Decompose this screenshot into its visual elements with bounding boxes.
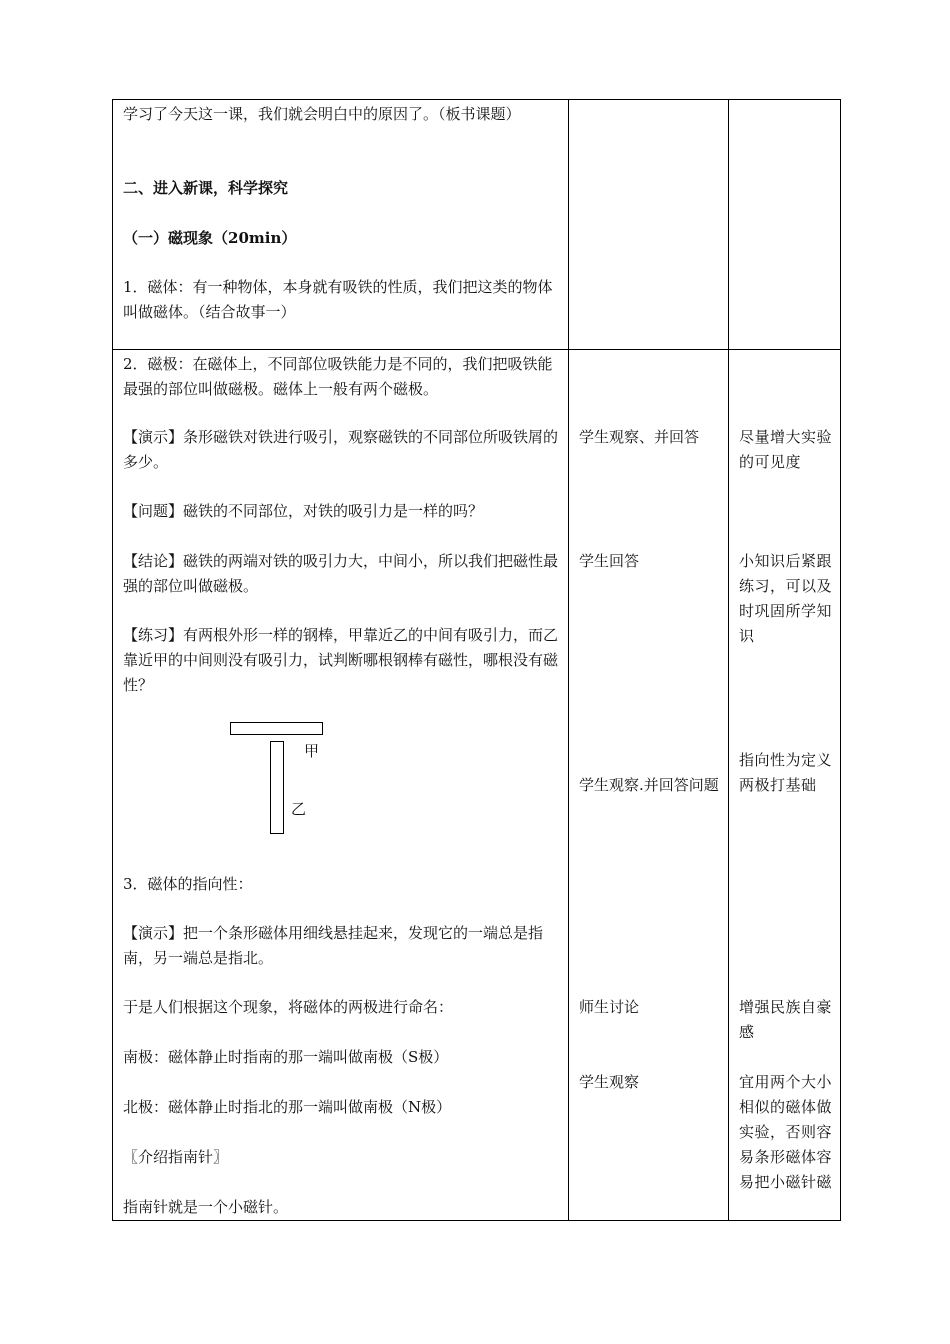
paragraph: 指南针就是一个小磁针。 bbox=[123, 1198, 289, 1216]
subsection-heading: （一）磁现象（20min） bbox=[123, 229, 297, 247]
bar-yi bbox=[270, 741, 284, 834]
paragraph: 【结论】磁铁的两端对铁的吸引力大，中间小，所以我们把磁性最强的部位叫做磁极。 bbox=[123, 552, 559, 595]
bar-jia bbox=[230, 722, 323, 735]
student-activity: 学生观察、并回答 bbox=[579, 428, 700, 446]
student-activity: 学生回答 bbox=[579, 552, 640, 570]
student-activity: 学生观察 bbox=[579, 1073, 640, 1091]
paragraph: 〖介绍指南针〗 bbox=[123, 1148, 229, 1166]
teaching-content-cell bbox=[113, 350, 569, 1221]
student-activity: 学生观察.并回答问题 bbox=[579, 776, 719, 794]
bar-yi-label: 乙 bbox=[291, 800, 307, 818]
teaching-content-cell bbox=[113, 100, 569, 350]
design-note: 增强民族自豪感 bbox=[739, 998, 833, 1041]
paragraph: 【演示】把一个条形磁体用细线悬挂起来，发现它的一端总是指南，另一端总是指北。 bbox=[123, 924, 544, 967]
design-note: 小知识后紧跟练习，可以及时巩固所学知识 bbox=[739, 552, 833, 645]
student-activity-cell bbox=[569, 100, 729, 350]
paragraph: 1．磁体：有一种物体，本身就有吸铁的性质，我们把这类的物体叫做磁体。（结合故事一） bbox=[123, 278, 553, 321]
student-activity: 师生讨论 bbox=[579, 998, 640, 1016]
paragraph: 【练习】有两根外形一样的钢棒，甲靠近乙的中间有吸引力，而乙靠近甲的中间则没有吸引力，试判断哪根钢棒有磁性，哪根没有磁性？ bbox=[123, 626, 559, 694]
bar-jia-label: 甲 bbox=[304, 742, 320, 760]
paragraph: 于是人们根据这个现象，将磁体的两极进行命名： bbox=[123, 998, 454, 1016]
paragraph: 2．磁极：在磁体上，不同部位吸铁能力是不同的，我们把吸铁能最强的部位叫做磁极。磁体上一般有两个磁极。 bbox=[123, 355, 553, 398]
design-intent-cell bbox=[729, 350, 841, 1221]
student-activity-cell bbox=[569, 350, 729, 1221]
paragraph: 学习了今天这一课，我们就会明白中的原因了。（板书课题） bbox=[123, 105, 521, 123]
paragraph: 北极：磁体静止时指北的那一端叫做南极（N极） bbox=[123, 1098, 452, 1116]
table-row bbox=[113, 100, 841, 350]
design-note: 尽量增大实验的可见度 bbox=[739, 428, 833, 471]
paragraph: 3．磁体的指向性： bbox=[123, 875, 253, 893]
lesson-plan-table bbox=[112, 99, 841, 1221]
steel-bars-diagram bbox=[223, 718, 333, 838]
paragraph: 【演示】条形磁铁对铁进行吸引，观察磁铁的不同部位所吸铁屑的多少。 bbox=[123, 428, 559, 471]
design-note: 指向性为定义两极打基础 bbox=[739, 751, 833, 794]
table-row bbox=[113, 350, 841, 1221]
design-intent-cell bbox=[729, 100, 841, 350]
paragraph: 【问题】磁铁的不同部位，对铁的吸引力是一样的吗？ bbox=[123, 502, 484, 520]
paragraph: 南极：磁体静止时指南的那一端叫做南极（S极） bbox=[123, 1048, 449, 1066]
design-note: 宜用两个大小相似的磁体做实验，否则容易条形磁体容易把小磁针磁 bbox=[739, 1073, 833, 1191]
section-heading: 二、进入新课，科学探究 bbox=[123, 179, 289, 197]
